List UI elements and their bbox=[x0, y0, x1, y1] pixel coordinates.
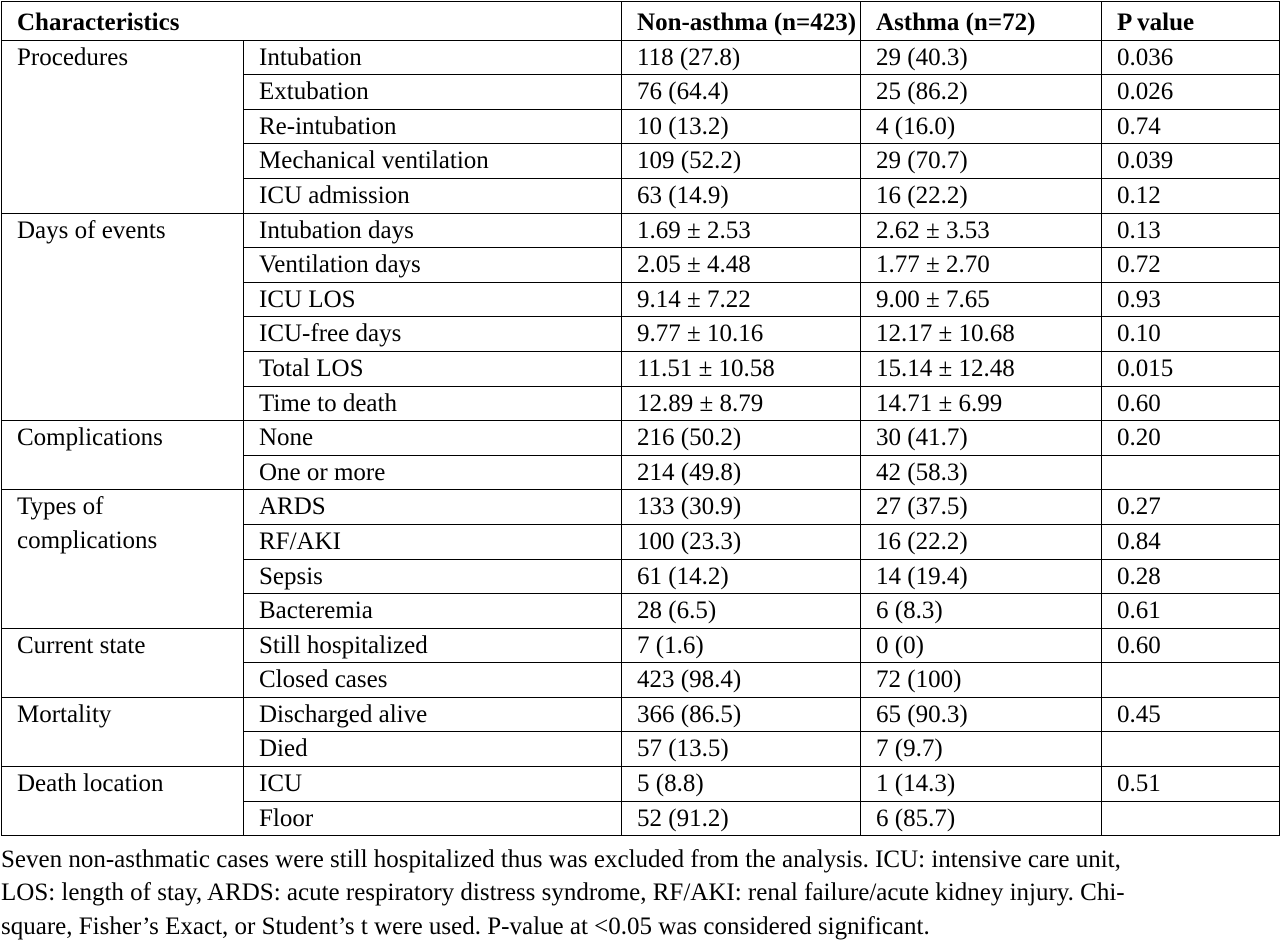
non-asthma-cell: 109 (52.2) bbox=[622, 144, 861, 179]
non-asthma-cell: 1.69 ± 2.53 bbox=[622, 213, 861, 248]
asthma-cell: 16 (22.2) bbox=[861, 524, 1102, 559]
category-cell: Mortality bbox=[2, 697, 244, 766]
asthma-cell: 6 (8.3) bbox=[861, 594, 1102, 629]
row-label-cell: Extubation bbox=[244, 75, 622, 110]
asthma-cell: 30 (41.7) bbox=[861, 421, 1102, 456]
non-asthma-cell: 12.89 ± 8.79 bbox=[622, 386, 861, 421]
p-value-cell: 0.74 bbox=[1102, 109, 1280, 144]
p-value-cell: 0.60 bbox=[1102, 386, 1280, 421]
category-cell: Types of complications bbox=[2, 490, 244, 628]
row-label-cell: ICU bbox=[244, 767, 622, 802]
row-label-cell: Mechanical ventilation bbox=[244, 144, 622, 179]
asthma-cell: 15.14 ± 12.48 bbox=[861, 351, 1102, 386]
non-asthma-cell: 28 (6.5) bbox=[622, 594, 861, 629]
footnote-line: Seven non-asthmatic cases were still hospitalized thus was excluded from the analysis. ICU: intensive care unit, bbox=[1, 846, 1121, 873]
row-label-cell: Total LOS bbox=[244, 351, 622, 386]
asthma-cell: 9.00 ± 7.65 bbox=[861, 282, 1102, 317]
non-asthma-cell: 366 (86.5) bbox=[622, 697, 861, 732]
p-value-cell bbox=[1102, 732, 1280, 767]
asthma-cell: 14.71 ± 6.99 bbox=[861, 386, 1102, 421]
table-row bbox=[2, 490, 1280, 525]
results-table bbox=[1, 1, 1280, 836]
non-asthma-cell: 9.14 ± 7.22 bbox=[622, 282, 861, 317]
non-asthma-cell: 214 (49.8) bbox=[622, 455, 861, 490]
non-asthma-cell: 2.05 ± 4.48 bbox=[622, 248, 861, 283]
non-asthma-cell: 7 (1.6) bbox=[622, 628, 861, 663]
asthma-cell: 2.62 ± 3.53 bbox=[861, 213, 1102, 248]
non-asthma-cell: 133 (30.9) bbox=[622, 490, 861, 525]
table-body bbox=[2, 40, 1280, 836]
asthma-cell: 27 (37.5) bbox=[861, 490, 1102, 525]
asthma-cell: 7 (9.7) bbox=[861, 732, 1102, 767]
asthma-cell: 14 (19.4) bbox=[861, 559, 1102, 594]
p-value-cell: 0.51 bbox=[1102, 767, 1280, 802]
asthma-cell: 72 (100) bbox=[861, 663, 1102, 698]
row-label-cell: ARDS bbox=[244, 490, 622, 525]
non-asthma-cell: 9.77 ± 10.16 bbox=[622, 317, 861, 352]
category-cell: Procedures bbox=[2, 40, 244, 213]
p-value-cell: 0.10 bbox=[1102, 317, 1280, 352]
header-non-asthma: Non-asthma (n=423) bbox=[622, 2, 861, 41]
non-asthma-cell: 63 (14.9) bbox=[622, 178, 861, 213]
table-row bbox=[2, 213, 1280, 248]
non-asthma-cell: 423 (98.4) bbox=[622, 663, 861, 698]
row-label-cell: Bacteremia bbox=[244, 594, 622, 629]
row-label-cell: ICU LOS bbox=[244, 282, 622, 317]
table-row bbox=[2, 697, 1280, 732]
p-value-cell: 0.27 bbox=[1102, 490, 1280, 525]
asthma-cell: 25 (86.2) bbox=[861, 75, 1102, 110]
p-value-cell: 0.60 bbox=[1102, 628, 1280, 663]
category-cell: Complications bbox=[2, 421, 244, 490]
non-asthma-cell: 57 (13.5) bbox=[622, 732, 861, 767]
table-row bbox=[2, 767, 1280, 802]
p-value-cell: 0.20 bbox=[1102, 421, 1280, 456]
row-label-cell: ICU-free days bbox=[244, 317, 622, 352]
row-label-cell: Time to death bbox=[244, 386, 622, 421]
asthma-cell: 1.77 ± 2.70 bbox=[861, 248, 1102, 283]
row-label-cell: Re-intubation bbox=[244, 109, 622, 144]
category-cell: Current state bbox=[2, 628, 244, 697]
p-value-cell: 0.28 bbox=[1102, 559, 1280, 594]
asthma-cell: 29 (40.3) bbox=[861, 40, 1102, 75]
row-label-cell: Discharged alive bbox=[244, 697, 622, 732]
row-label-cell: Ventilation days bbox=[244, 248, 622, 283]
asthma-cell: 12.17 ± 10.68 bbox=[861, 317, 1102, 352]
p-value-cell: 0.45 bbox=[1102, 697, 1280, 732]
p-value-cell: 0.015 bbox=[1102, 351, 1280, 386]
row-label-cell: RF/AKI bbox=[244, 524, 622, 559]
p-value-cell bbox=[1102, 455, 1280, 490]
non-asthma-cell: 10 (13.2) bbox=[622, 109, 861, 144]
non-asthma-cell: 61 (14.2) bbox=[622, 559, 861, 594]
non-asthma-cell: 52 (91.2) bbox=[622, 801, 861, 836]
p-value-cell: 0.93 bbox=[1102, 282, 1280, 317]
footnote-line: square, Fisher’s Exact, or Student’s t were used. P-value at <0.05 was considered significant. bbox=[1, 912, 930, 940]
row-label-cell: One or more bbox=[244, 455, 622, 490]
row-label-cell: Sepsis bbox=[244, 559, 622, 594]
non-asthma-cell: 11.51 ± 10.58 bbox=[622, 351, 861, 386]
non-asthma-cell: 76 (64.4) bbox=[622, 75, 861, 110]
asthma-cell: 1 (14.3) bbox=[861, 767, 1102, 802]
p-value-cell: 0.84 bbox=[1102, 524, 1280, 559]
row-label-cell: Intubation bbox=[244, 40, 622, 75]
asthma-cell: 42 (58.3) bbox=[861, 455, 1102, 490]
p-value-cell bbox=[1102, 663, 1280, 698]
table-row bbox=[2, 421, 1280, 456]
row-label-cell: ICU admission bbox=[244, 178, 622, 213]
category-cell: Days of events bbox=[2, 213, 244, 421]
p-value-cell: 0.72 bbox=[1102, 248, 1280, 283]
p-value-cell bbox=[1102, 801, 1280, 836]
table-header-row bbox=[2, 2, 1280, 41]
non-asthma-cell: 5 (8.8) bbox=[622, 767, 861, 802]
row-label-cell: Intubation days bbox=[244, 213, 622, 248]
p-value-cell: 0.026 bbox=[1102, 75, 1280, 110]
table-footnote bbox=[1, 843, 1277, 943]
row-label-cell: Closed cases bbox=[244, 663, 622, 698]
table-row bbox=[2, 40, 1280, 75]
asthma-cell: 16 (22.2) bbox=[861, 178, 1102, 213]
p-value-cell: 0.12 bbox=[1102, 178, 1280, 213]
p-value-cell: 0.039 bbox=[1102, 144, 1280, 179]
p-value-cell: 0.036 bbox=[1102, 40, 1280, 75]
asthma-cell: 0 (0) bbox=[861, 628, 1102, 663]
table-row bbox=[2, 628, 1280, 663]
row-label-cell: Floor bbox=[244, 801, 622, 836]
category-cell: Death location bbox=[2, 767, 244, 836]
row-label-cell: None bbox=[244, 421, 622, 456]
row-label-cell: Still hospitalized bbox=[244, 628, 622, 663]
p-value-cell: 0.13 bbox=[1102, 213, 1280, 248]
header-p-value: P value bbox=[1102, 2, 1280, 41]
row-label-cell: Died bbox=[244, 732, 622, 767]
asthma-cell: 29 (70.7) bbox=[861, 144, 1102, 179]
asthma-cell: 6 (85.7) bbox=[861, 801, 1102, 836]
non-asthma-cell: 216 (50.2) bbox=[622, 421, 861, 456]
asthma-cell: 65 (90.3) bbox=[861, 697, 1102, 732]
header-characteristics: Characteristics bbox=[2, 2, 622, 41]
header-asthma: Asthma (n=72) bbox=[861, 2, 1102, 41]
non-asthma-cell: 100 (23.3) bbox=[622, 524, 861, 559]
footnote-line: LOS: length of stay, ARDS: acute respiratory distress syndrome, RF/AKI: renal failure/acute kidney injury. Chi- bbox=[1, 879, 1125, 907]
p-value-cell: 0.61 bbox=[1102, 594, 1280, 629]
asthma-cell: 4 (16.0) bbox=[861, 109, 1102, 144]
non-asthma-cell: 118 (27.8) bbox=[622, 40, 861, 75]
